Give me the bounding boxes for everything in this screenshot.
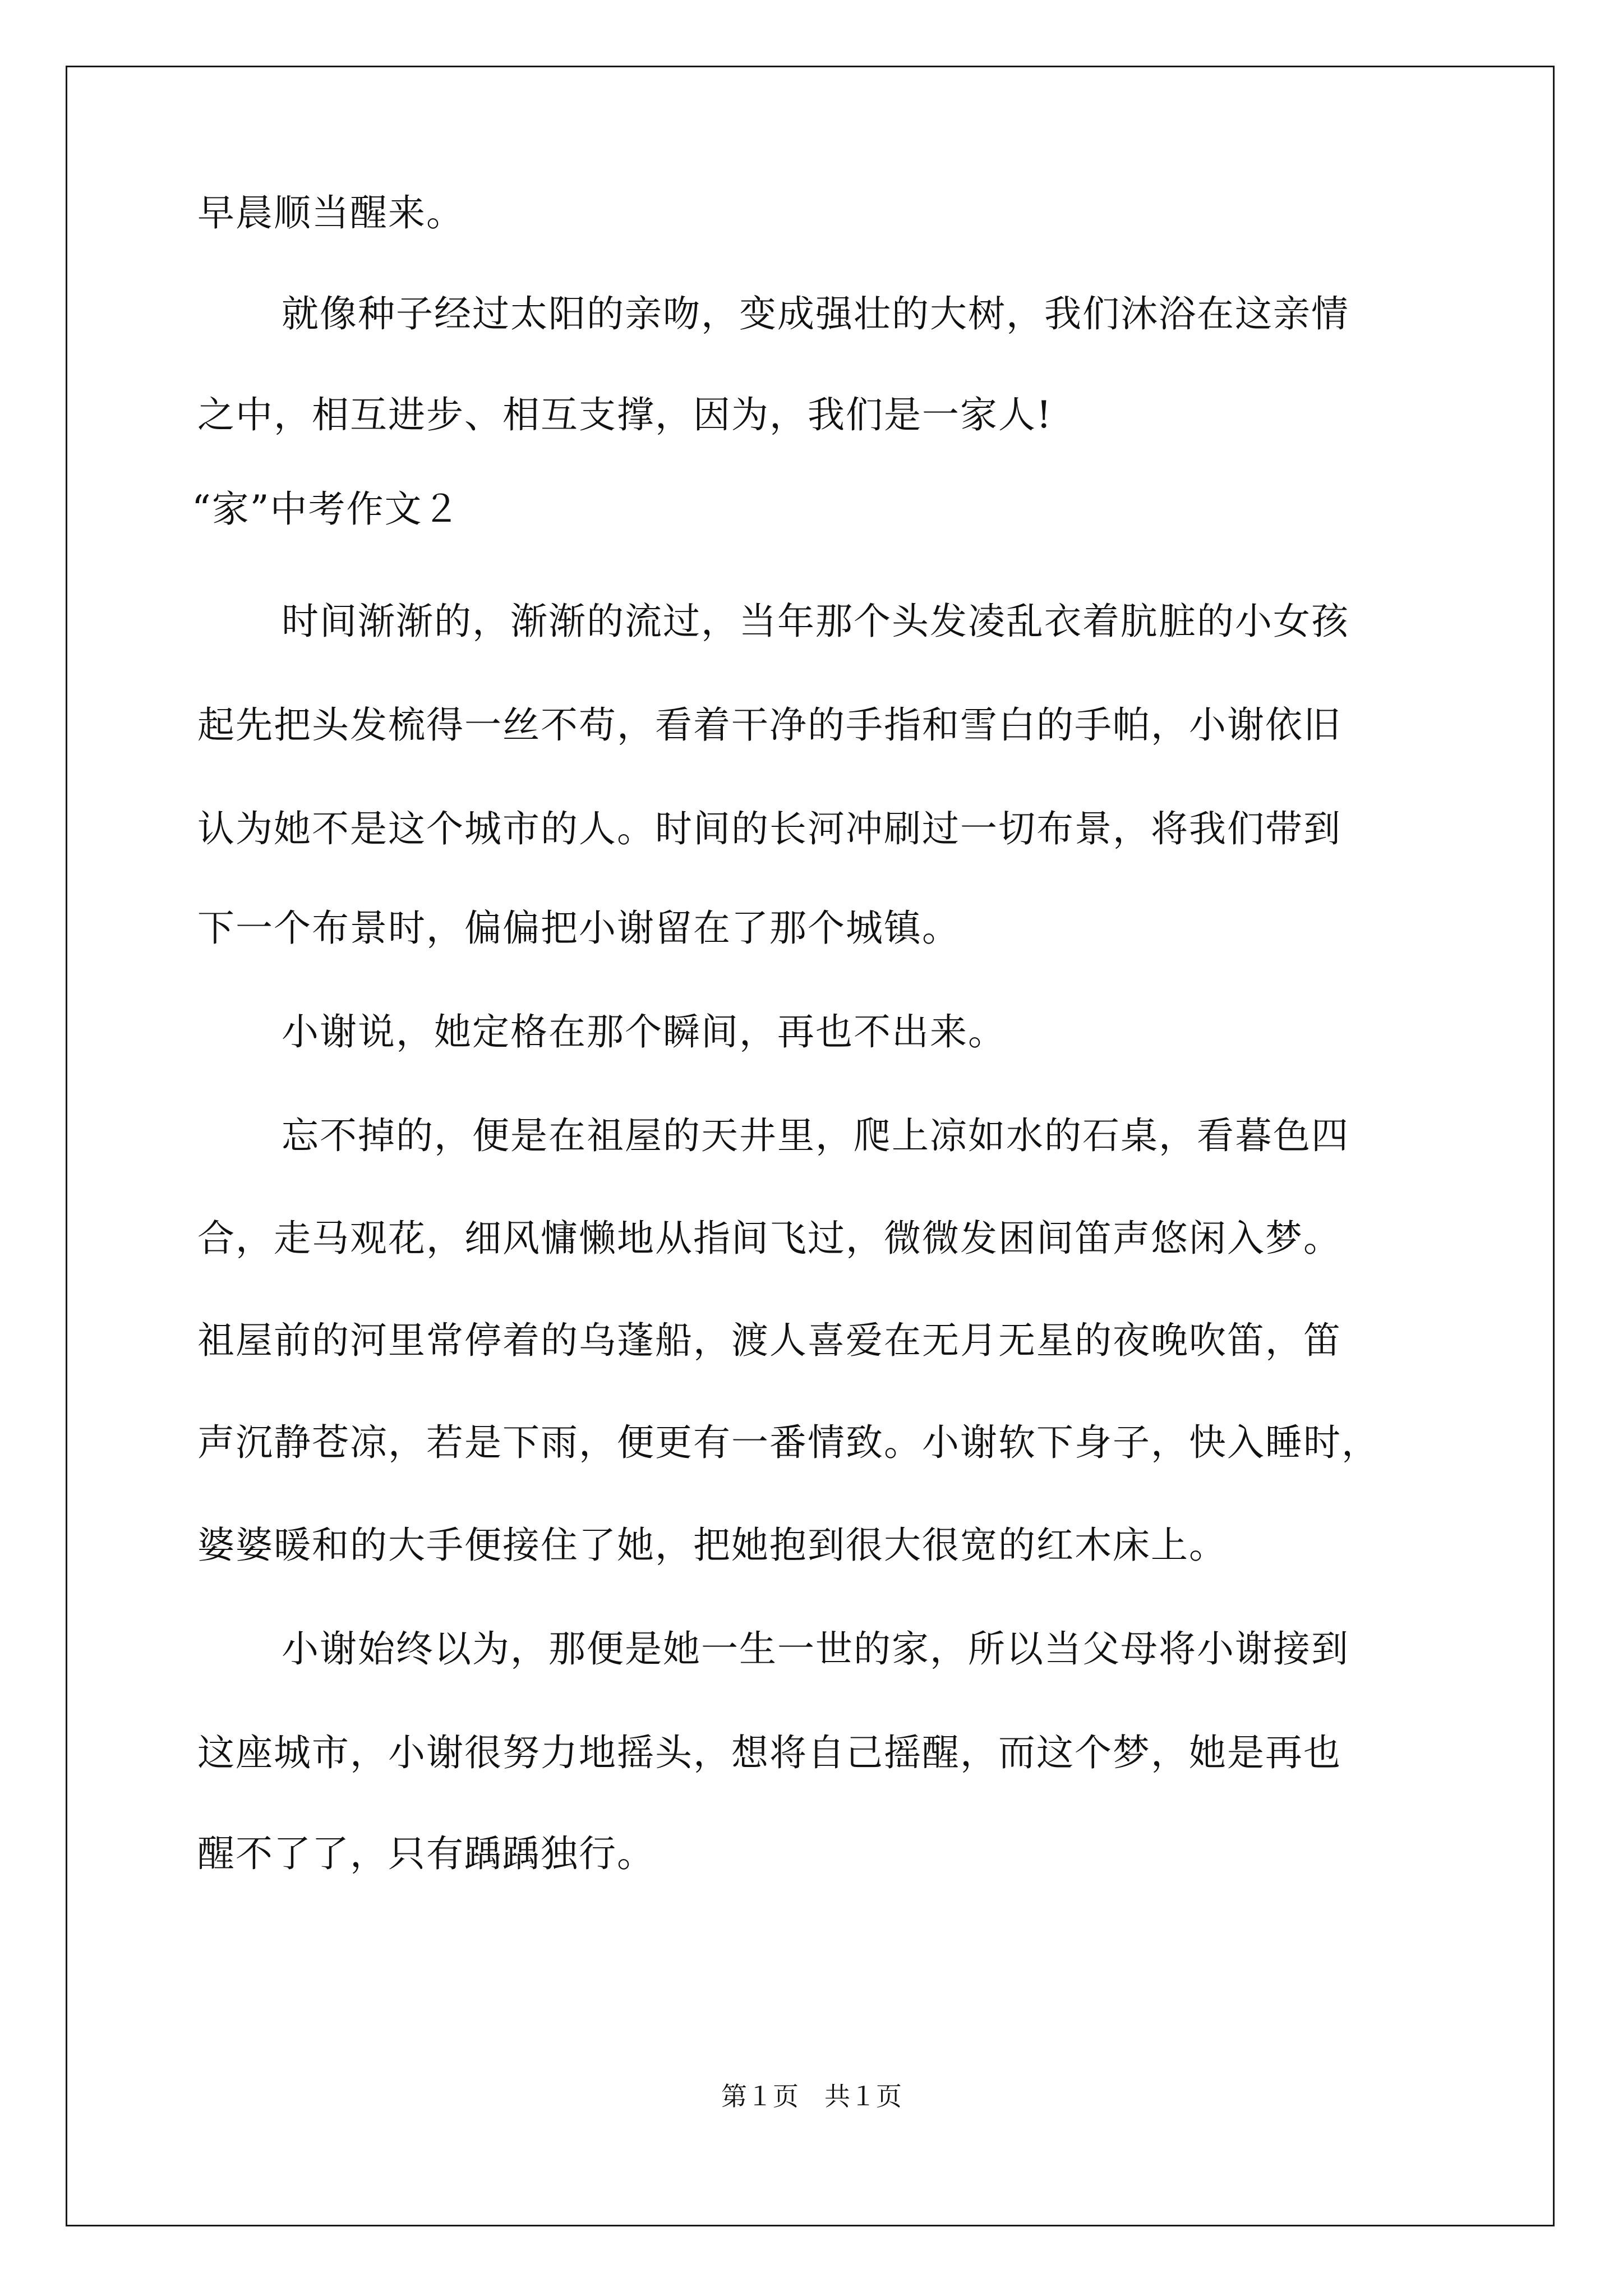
paragraph-start-line: 小谢始终以为，那便是她一生一世的家，所以当父母将小谢接到 [282, 1627, 1349, 1671]
text-line: 醒不了了，只有踽踽独行。 [197, 1832, 655, 1875]
paragraph-start-line: 小谢说，她定格在那个瞬间，再也不出来。 [282, 1010, 1006, 1053]
text-line: 早晨顺当醒来。 [197, 191, 464, 234]
text-line: 之中，相互进步、相互支撑，因为，我们是一家人! [197, 393, 1053, 436]
text-line: 合，走马观花，细风慵懒地从指间飞过，微微发困间笛声悠闲入梦。 [197, 1217, 1341, 1260]
paragraph-start-line: 就像种子经过太阳的亲吻，变成强壮的大树，我们沐浴在这亲情 [282, 292, 1349, 335]
section-title: “家”中考作文２ [192, 487, 461, 531]
text-line: 这座城市，小谢很努力地摇头，想将自己摇醒，而这个梦，她是再也 [197, 1731, 1341, 1774]
page-number-footer: 第１页 共１页 [721, 2082, 902, 2111]
paragraph-start-line: 忘不掉的，便是在祖屋的天井里，爬上凉如水的石桌，看暮色四 [282, 1114, 1349, 1157]
paragraph-start-line: 时间渐渐的，渐渐的流过，当年那个头发凌乱衣着肮脏的小女孩 [282, 600, 1349, 643]
text-line: 祖屋前的河里常停着的乌蓬船，渡人喜爱在无月无星的夜晚吹笛，笛 [197, 1319, 1341, 1362]
text-line: 婆婆暖和的大手便接住了她，把她抱到很大很宽的红木床上。 [197, 1524, 1227, 1567]
text-line: 起先把头发梳得一丝不苟，看着干净的手指和雪白的手帕，小谢依旧 [197, 703, 1341, 747]
text-line: 认为她不是这个城市的人。时间的长河冲刷过一切布景，将我们带到 [197, 807, 1341, 850]
text-line: 下一个布景时，偏偏把小谢留在了那个城镇。 [197, 907, 960, 950]
text-line: 声沉静苍凉，若是下雨，便更有一番情致。小谢软下身子，快入睡时， [197, 1421, 1380, 1464]
